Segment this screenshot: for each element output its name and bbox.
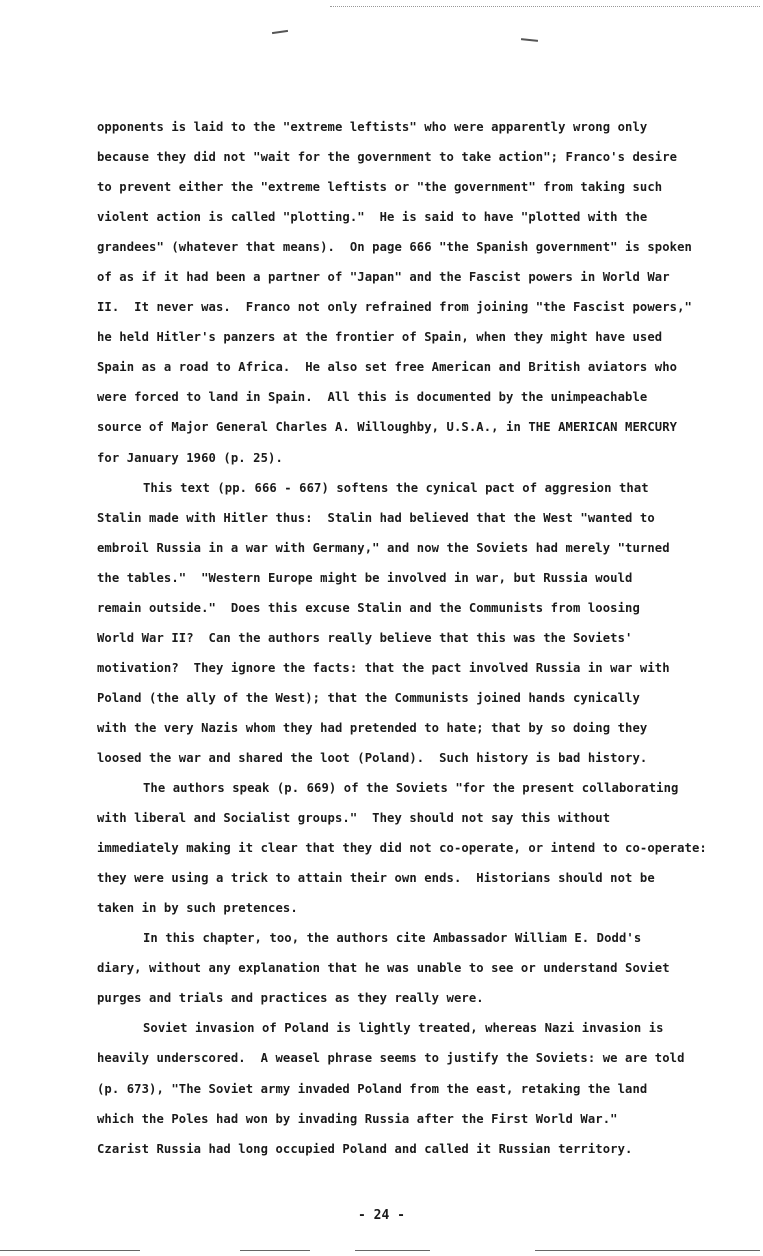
text-line: because they did not "wait for the government to take action"; Franco's desire [97,150,678,165]
text-line: which the Poles had won by invading Russia after the First World War." [97,1111,618,1126]
text-line: with liberal and Socialist groups." They should not say this without [97,811,611,826]
text-line: to prevent either the "extreme leftists or "the government" from taking such [97,180,663,195]
text-line: diary, without any explanation that he was unable to see or understand Soviet [97,961,670,976]
text-line: The authors speak (p. 669) of the Soviets "for the present collaborating [143,781,679,796]
page-number: - 24 - [358,1208,405,1223]
text-line: taken in by such pretences. [97,901,298,916]
text-line: with the very Nazis whom they had pretended to hate; that by so doing they [97,720,648,735]
text-line: of as if it had been a partner of "Japan" and the Fascist powers in World War [97,270,670,285]
text-line: immediately making it clear that they did not co-operate, or intend to co-operate: [97,841,707,856]
text-line: were forced to land in Spain. All this is documented by the unimpeachable [97,390,648,405]
text-line: Czarist Russia had long occupied Poland and called it Russian territory. [97,1141,633,1156]
text-line: the tables." "Western Europe might be involved in war, but Russia would [97,570,633,585]
text-line: motivation? They ignore the facts: that the pact involved Russia in war with [97,660,670,675]
text-line: source of Major General Charles A. Willoughby, U.S.A., in THE AMERICAN MERCURY [97,420,678,435]
text-line: heavily underscored. A weasel phrase seems to justify the Soviets: we are told [97,1051,685,1066]
text-line: they were using a trick to attain their own ends. Historians should not be [97,871,655,886]
text-line: Soviet invasion of Poland is lightly treated, whereas Nazi invasion is [143,1021,664,1036]
scan-artifact-mark [272,30,288,34]
scan-artifact-rule [240,1250,310,1251]
text-line: embroil Russia in a war with Germany," and now the Soviets had merely "turned [97,540,670,555]
text-line: remain outside." Does this excuse Stalin and the Communists from loosing [97,600,640,615]
scan-artifact-rule [0,1250,140,1251]
text-line: World War II? Can the authors really believe that this was the Soviets' [97,630,633,645]
body-text [97,112,737,1164]
text-line: he held Hitler's panzers at the frontier of Spain, when they might have used [97,330,663,345]
text-line: In this chapter, too, the authors cite Ambassador William E. Dodd's [143,931,642,946]
text-line: purges and trials and practices as they really were. [97,991,484,1006]
scan-artifact-rule [535,1250,760,1251]
text-line: Stalin made with Hitler thus: Stalin had believed that the West "wanted to [97,510,655,525]
text-line: II. It never was. Franco not only refrained from joining "the Fascist powers," [97,300,692,315]
text-line: for January 1960 (p. 25). [97,450,283,465]
scan-artifact-dots [330,6,760,8]
text-line: Poland (the ally of the West); that the Communists joined hands cynically [97,690,640,705]
text-line: opponents is laid to the "extreme leftists" who were apparently wrong only [97,120,648,134]
text-line: (p. 673), "The Soviet army invaded Poland from the east, retaking the land [97,1081,648,1096]
text-line: violent action is called "plotting." He is said to have "plotted with the [97,210,648,225]
text-line: loosed the war and shared the loot (Poland). Such history is bad history. [97,750,648,765]
text-line: This text (pp. 666 - 667) softens the cynical pact of aggresion that [143,480,649,495]
scan-artifact-rule [355,1250,430,1251]
text-line: Spain as a road to Africa. He also set free American and British aviators who [97,360,678,375]
text-line: grandees" (whatever that means). On page 666 "the Spanish government" is spoken [97,240,692,255]
scan-artifact-mark [521,38,538,42]
